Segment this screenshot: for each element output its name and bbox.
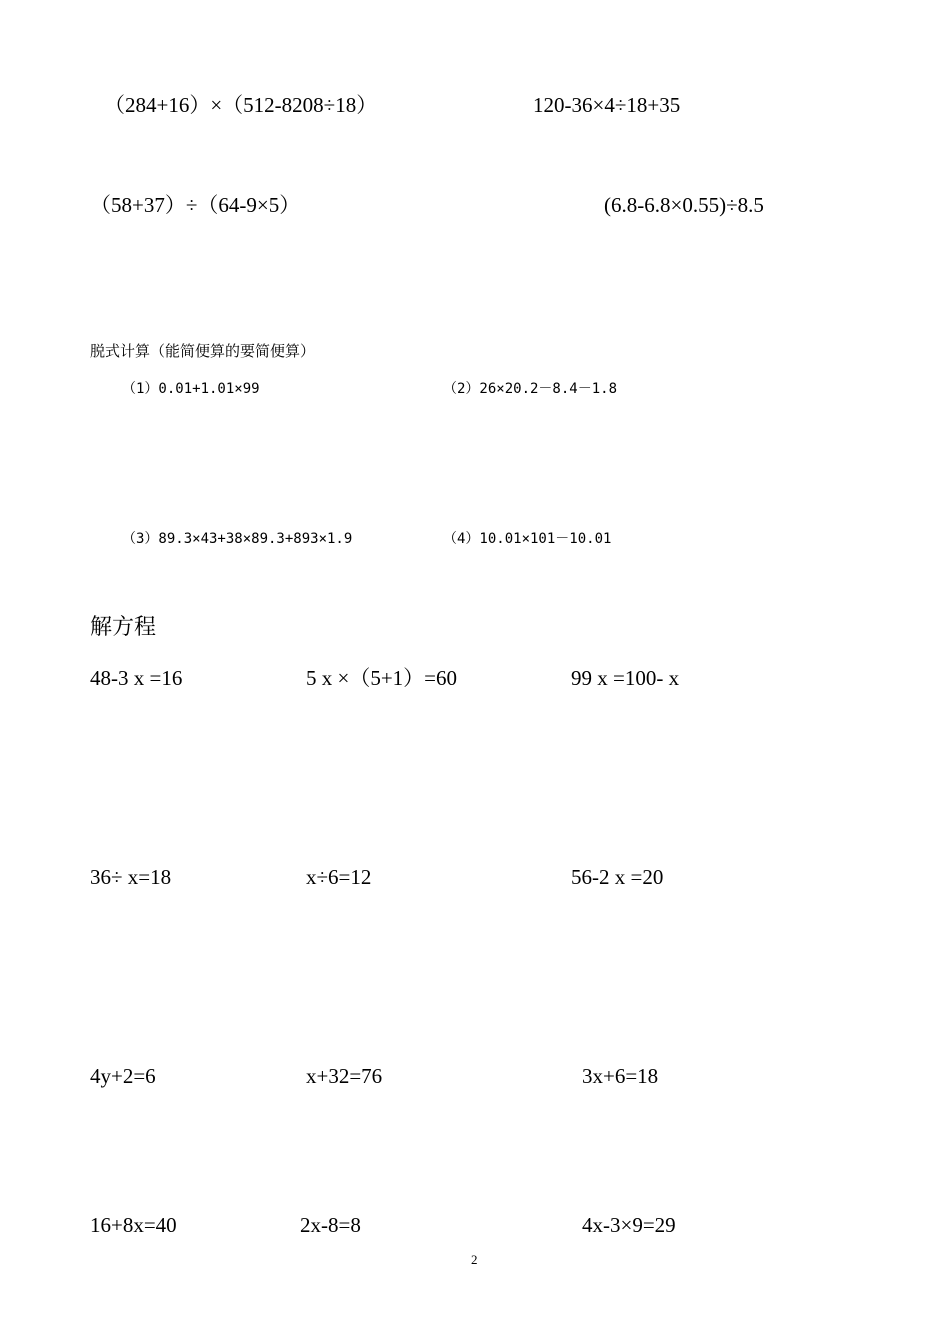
equation: 36÷ x=18 [90, 865, 172, 889]
equation: 4x-3×9=29 [582, 1213, 676, 1237]
expression-4: (6.8-6.8×0.55)÷8.5 [604, 193, 764, 217]
equation: 2x-8=8 [300, 1213, 361, 1237]
expression-2: 120-36×4÷18+35 [533, 93, 681, 117]
simplify-item-2: （2）26×20.2－8.4－1.8 [443, 381, 618, 397]
equations-heading: 解方程 [90, 615, 157, 640]
equation: x+32=76 [306, 1064, 383, 1088]
equation: 4y+2=6 [90, 1064, 156, 1088]
simplify-heading: 脱式计算（能简便算的要简便算） [90, 342, 316, 360]
page-number: 2 [471, 1252, 478, 1267]
equation: 48-3 x =16 [90, 666, 183, 690]
expression-1: （284+16）×（512-8208÷18） [104, 93, 378, 117]
equation: x÷6=12 [306, 865, 372, 889]
expression-3: （58+37）÷（64-9×5） [90, 193, 301, 217]
equation: 56-2 x =20 [571, 865, 664, 889]
equation: 99 x =100- x [571, 666, 680, 690]
equation: 16+8x=40 [90, 1213, 177, 1237]
simplify-item-3: （3）89.3×43+38×89.3+893×1.9 [122, 531, 353, 547]
equation: 5 x ×（5+1）=60 [306, 666, 458, 690]
simplify-item-1: （1）0.01+1.01×99 [122, 381, 260, 397]
simplify-item-4: （4）10.01×101－10.01 [443, 531, 612, 547]
equation: 3x+6=18 [582, 1064, 659, 1088]
